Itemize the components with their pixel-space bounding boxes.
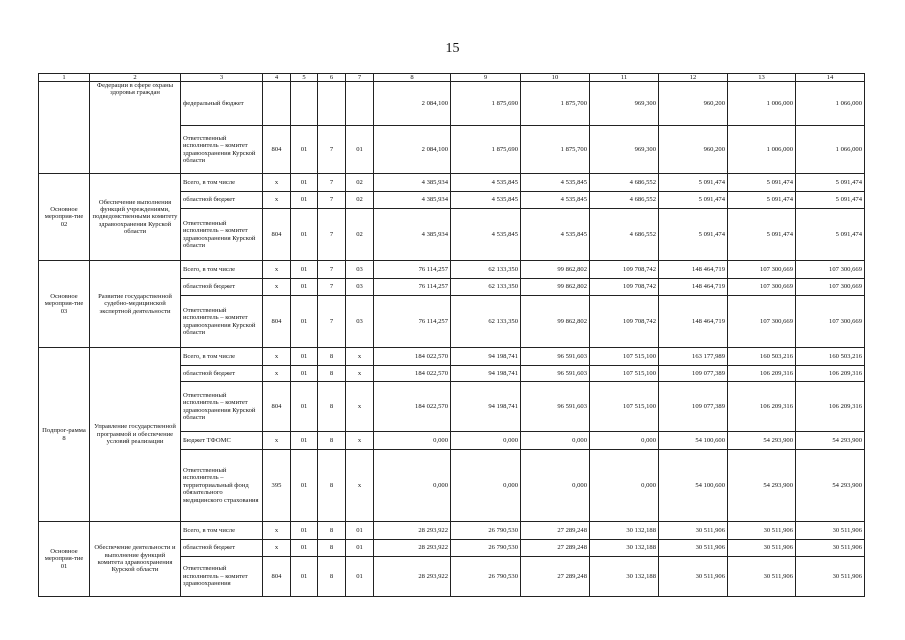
amount-cell: 1 006,000 [728, 126, 796, 174]
budget-table [38, 73, 865, 597]
code-cell: 8 [318, 450, 346, 522]
amount-cell: 109 708,742 [590, 296, 659, 348]
column-header: 2 [90, 74, 181, 82]
amount-cell: 106 209,316 [728, 382, 796, 432]
funding-source-cell: Всего, в том числе [181, 348, 263, 366]
code-cell: 01 [346, 557, 374, 597]
amount-cell: 94 198,741 [451, 366, 521, 382]
amount-cell: 4 535,845 [451, 174, 521, 192]
item-description-cell: Федерации в сфере охраны здоровья граждан [90, 82, 181, 174]
funding-source-cell: федеральный бюджет [181, 82, 263, 126]
amount-cell: 27 289,248 [521, 557, 590, 597]
code-cell: 03 [346, 296, 374, 348]
column-header: 11 [590, 74, 659, 82]
code-cell: 8 [318, 348, 346, 366]
code-cell: 01 [291, 261, 318, 279]
amount-cell: 28 293,922 [374, 557, 451, 597]
column-header: 7 [346, 74, 374, 82]
amount-cell: 163 177,989 [659, 348, 728, 366]
column-header: 5 [291, 74, 318, 82]
amount-cell: 4 535,845 [521, 174, 590, 192]
funding-source-cell: областной бюджет [181, 192, 263, 209]
amount-cell: 4 535,845 [521, 209, 590, 261]
amount-cell: 76 114,257 [374, 261, 451, 279]
column-header: 12 [659, 74, 728, 82]
amount-cell: 30 132,188 [590, 522, 659, 540]
amount-cell: 5 091,474 [659, 209, 728, 261]
code-cell: 804 [263, 209, 291, 261]
amount-cell: 62 133,350 [451, 279, 521, 296]
code-cell: 02 [346, 209, 374, 261]
table-row [39, 82, 865, 126]
code-cell: 01 [291, 174, 318, 192]
amount-cell: 0,000 [374, 432, 451, 450]
code-cell: 7 [318, 261, 346, 279]
code-cell: 8 [318, 366, 346, 382]
amount-cell: 30 511,906 [728, 557, 796, 597]
funding-source-cell: Всего, в том числе [181, 174, 263, 192]
amount-cell: 4 686,552 [590, 174, 659, 192]
amount-cell: 969,300 [590, 126, 659, 174]
amount-cell: 2 084,100 [374, 126, 451, 174]
code-cell: 8 [318, 522, 346, 540]
table-row [39, 261, 865, 279]
amount-cell: 0,000 [374, 450, 451, 522]
amount-cell: 107 515,100 [590, 366, 659, 382]
code-cell: 8 [318, 540, 346, 557]
code-cell: 7 [318, 279, 346, 296]
amount-cell: 148 464,719 [659, 279, 728, 296]
amount-cell: 94 198,741 [451, 382, 521, 432]
amount-cell: 5 091,474 [796, 174, 865, 192]
funding-source-cell: Всего, в том числе [181, 261, 263, 279]
code-cell [263, 82, 291, 126]
amount-cell: 54 293,900 [728, 432, 796, 450]
amount-cell: 160 503,216 [728, 348, 796, 366]
funding-source-cell: Ответственный исполнитель – комитет здравоохранения Курской области [181, 296, 263, 348]
amount-cell: 148 464,719 [659, 296, 728, 348]
amount-cell: 4 385,934 [374, 209, 451, 261]
amount-cell: 0,000 [521, 432, 590, 450]
code-cell: 03 [346, 261, 374, 279]
amount-cell: 0,000 [451, 450, 521, 522]
column-header: 8 [374, 74, 451, 82]
code-cell: 03 [346, 279, 374, 296]
amount-cell: 1 875,690 [451, 82, 521, 126]
code-cell [318, 82, 346, 126]
funding-source-cell: Бюджет ТФОМС [181, 432, 263, 450]
code-cell: 7 [318, 209, 346, 261]
column-header: 1 [39, 74, 90, 82]
code-cell: х [263, 522, 291, 540]
amount-cell: 107 300,669 [728, 296, 796, 348]
amount-cell: 109 708,742 [590, 279, 659, 296]
amount-cell: 106 209,316 [796, 366, 865, 382]
amount-cell: 30 511,906 [659, 522, 728, 540]
code-cell: 01 [291, 296, 318, 348]
amount-cell: 5 091,474 [659, 192, 728, 209]
code-cell: 02 [346, 192, 374, 209]
amount-cell: 5 091,474 [728, 209, 796, 261]
code-cell: х [263, 192, 291, 209]
amount-cell: 4 686,552 [590, 192, 659, 209]
amount-cell: 1 875,690 [451, 126, 521, 174]
amount-cell: 96 591,603 [521, 382, 590, 432]
column-header: 10 [521, 74, 590, 82]
amount-cell: 0,000 [590, 450, 659, 522]
code-cell: 01 [346, 522, 374, 540]
funding-source-cell: Ответственный исполнитель – территориальный фонд обязательного медицинского страхования [181, 450, 263, 522]
item-description-cell: Обеспечение выполнения функций учреждениями, подведомственными комитету здравоохранения Курской области [90, 174, 181, 261]
amount-cell: 960,200 [659, 126, 728, 174]
item-description-cell: Обеспечение деятельности и выполнение функций комитета здравоохранения Курской области [90, 522, 181, 597]
amount-cell: 4 535,845 [451, 192, 521, 209]
code-cell: 01 [291, 432, 318, 450]
column-header: 3 [181, 74, 263, 82]
code-cell: 8 [318, 432, 346, 450]
funding-source-cell: областной бюджет [181, 540, 263, 557]
code-cell: 8 [318, 382, 346, 432]
amount-cell: 27 289,248 [521, 522, 590, 540]
amount-cell: 26 790,530 [451, 540, 521, 557]
amount-cell: 99 862,802 [521, 279, 590, 296]
code-cell: 01 [291, 450, 318, 522]
amount-cell: 28 293,922 [374, 540, 451, 557]
code-cell: 01 [291, 540, 318, 557]
amount-cell: 54 293,900 [796, 432, 865, 450]
amount-cell: 960,200 [659, 82, 728, 126]
amount-cell: 30 511,906 [659, 557, 728, 597]
code-cell: 01 [291, 279, 318, 296]
page-number: 15 [445, 41, 460, 56]
amount-cell: 109 077,389 [659, 382, 728, 432]
code-cell: х [263, 261, 291, 279]
code-cell: 01 [291, 209, 318, 261]
amount-cell: 94 198,741 [451, 348, 521, 366]
amount-cell: 30 511,906 [796, 522, 865, 540]
amount-cell: 1 006,000 [728, 82, 796, 126]
amount-cell: 54 100,600 [659, 432, 728, 450]
amount-cell: 107 300,669 [796, 296, 865, 348]
amount-cell: 30 511,906 [796, 557, 865, 597]
amount-cell: 99 862,802 [521, 296, 590, 348]
code-cell [291, 82, 318, 126]
amount-cell: 107 515,100 [590, 348, 659, 366]
code-cell: х [346, 450, 374, 522]
amount-cell: 4 535,845 [521, 192, 590, 209]
amount-cell: 184 022,570 [374, 366, 451, 382]
amount-cell: 160 503,216 [796, 348, 865, 366]
amount-cell: 4 385,934 [374, 174, 451, 192]
item-name-cell [39, 82, 90, 174]
amount-cell: 109 708,742 [590, 261, 659, 279]
amount-cell: 5 091,474 [659, 174, 728, 192]
amount-cell: 4 535,845 [451, 209, 521, 261]
funding-source-cell: областной бюджет [181, 279, 263, 296]
amount-cell: 0,000 [590, 432, 659, 450]
amount-cell: 5 091,474 [796, 209, 865, 261]
code-cell: 804 [263, 126, 291, 174]
funding-source-cell: Ответственный исполнитель – комитет здравоохранения Курской области [181, 209, 263, 261]
amount-cell: 5 091,474 [796, 192, 865, 209]
code-cell: х [263, 432, 291, 450]
amount-cell: 107 515,100 [590, 382, 659, 432]
amount-cell: 5 091,474 [728, 192, 796, 209]
amount-cell: 30 132,188 [590, 557, 659, 597]
funding-source-cell: Ответственный исполнитель – комитет здравоохранения [181, 557, 263, 597]
item-description-cell: Управление государственной программой и обеспечение условий реализации [90, 348, 181, 522]
amount-cell: 62 133,350 [451, 296, 521, 348]
code-cell: х [263, 540, 291, 557]
funding-source-cell: Ответственный исполнитель – комитет здравоохранения Курской области [181, 382, 263, 432]
code-cell: х [346, 366, 374, 382]
amount-cell: 107 300,669 [728, 279, 796, 296]
amount-cell: 54 293,900 [728, 450, 796, 522]
amount-cell: 30 511,906 [728, 522, 796, 540]
amount-cell: 148 464,719 [659, 261, 728, 279]
code-cell: х [346, 348, 374, 366]
funding-source-cell: Всего, в том числе [181, 522, 263, 540]
amount-cell: 184 022,570 [374, 348, 451, 366]
amount-cell: 109 077,389 [659, 366, 728, 382]
code-cell: 01 [291, 557, 318, 597]
code-cell: 7 [318, 296, 346, 348]
amount-cell: 27 289,248 [521, 540, 590, 557]
amount-cell: 26 790,530 [451, 522, 521, 540]
code-cell: 7 [318, 126, 346, 174]
code-cell: 395 [263, 450, 291, 522]
amount-cell: 107 300,669 [728, 261, 796, 279]
amount-cell: 0,000 [451, 432, 521, 450]
item-name-cell: Основное мероприя-тие 02 [39, 174, 90, 261]
code-cell: 01 [291, 192, 318, 209]
amount-cell: 30 132,188 [590, 540, 659, 557]
code-cell: 7 [318, 192, 346, 209]
amount-cell: 62 133,350 [451, 261, 521, 279]
code-cell: 01 [346, 126, 374, 174]
code-cell: х [263, 348, 291, 366]
column-header: 4 [263, 74, 291, 82]
code-cell: 01 [291, 126, 318, 174]
code-cell: 804 [263, 557, 291, 597]
code-cell: 01 [291, 348, 318, 366]
code-cell [346, 82, 374, 126]
table-row [39, 522, 865, 540]
code-cell: 01 [291, 522, 318, 540]
code-cell: 02 [346, 174, 374, 192]
amount-cell: 5 091,474 [728, 174, 796, 192]
amount-cell: 99 862,802 [521, 261, 590, 279]
amount-cell: 30 511,906 [796, 540, 865, 557]
code-cell: 804 [263, 382, 291, 432]
amount-cell: 969,300 [590, 82, 659, 126]
funding-source-cell: областной бюджет [181, 366, 263, 382]
item-description-cell: Развитие государственной судебно-медицинской экспертной деятельности [90, 261, 181, 348]
code-cell: х [346, 432, 374, 450]
amount-cell: 30 511,906 [659, 540, 728, 557]
table-row [39, 174, 865, 192]
code-cell: 01 [291, 382, 318, 432]
amount-cell: 107 300,669 [796, 261, 865, 279]
amount-cell: 4 385,934 [374, 192, 451, 209]
amount-cell: 107 300,669 [796, 279, 865, 296]
amount-cell: 106 209,316 [796, 382, 865, 432]
amount-cell: 106 209,316 [728, 366, 796, 382]
amount-cell: 0,000 [521, 450, 590, 522]
amount-cell: 54 293,900 [796, 450, 865, 522]
column-header: 6 [318, 74, 346, 82]
amount-cell: 28 293,922 [374, 522, 451, 540]
amount-cell: 96 591,603 [521, 366, 590, 382]
funding-source-cell: Ответственный исполнитель – комитет здравоохранения Курской области [181, 126, 263, 174]
amount-cell: 26 790,530 [451, 557, 521, 597]
amount-cell: 76 114,257 [374, 296, 451, 348]
amount-cell: 54 100,600 [659, 450, 728, 522]
amount-cell: 4 686,552 [590, 209, 659, 261]
amount-cell: 76 114,257 [374, 279, 451, 296]
item-name-cell: Подпрог-рамма 8 [39, 348, 90, 522]
amount-cell: 2 084,100 [374, 82, 451, 126]
code-cell: х [346, 382, 374, 432]
item-name-cell: Основное мероприя-тие 03 [39, 261, 90, 348]
code-cell: 8 [318, 557, 346, 597]
column-header-row [39, 74, 865, 82]
column-header: 9 [451, 74, 521, 82]
amount-cell: 1 066,000 [796, 82, 865, 126]
amount-cell: 30 511,906 [728, 540, 796, 557]
code-cell: 01 [291, 366, 318, 382]
code-cell: х [263, 279, 291, 296]
code-cell: 804 [263, 296, 291, 348]
code-cell: х [263, 366, 291, 382]
amount-cell: 1 875,700 [521, 126, 590, 174]
amount-cell: 1 066,000 [796, 126, 865, 174]
item-name-cell: Основное мероприя-тие 01 [39, 522, 90, 597]
code-cell: 7 [318, 174, 346, 192]
table-row [39, 348, 865, 366]
amount-cell: 184 022,570 [374, 382, 451, 432]
amount-cell: 1 875,700 [521, 82, 590, 126]
code-cell: х [263, 174, 291, 192]
column-header: 14 [796, 74, 865, 82]
amount-cell: 96 591,603 [521, 348, 590, 366]
column-header: 13 [728, 74, 796, 82]
table-body [39, 74, 865, 597]
code-cell: 01 [346, 540, 374, 557]
